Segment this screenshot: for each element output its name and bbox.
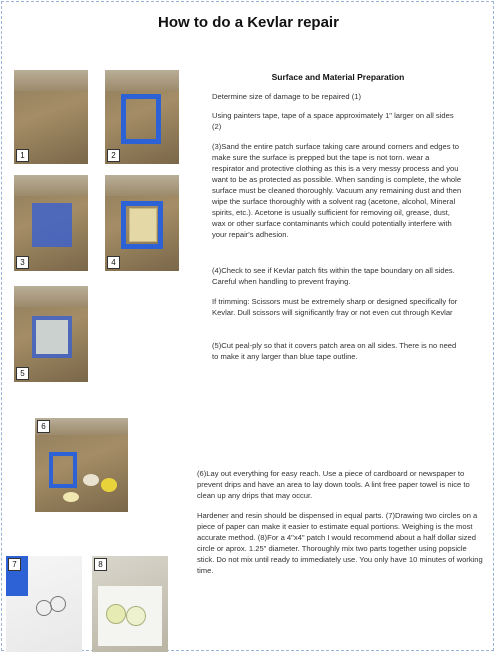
paragraph-layout: (6)Lay out everything for easy reach. Use a piece of cardboard or newspaper to prevent drips and have an area to lay down tools. A lint free paper towel is nice to clean up any drips that may occur. [197,469,470,500]
photo-number: 3 [16,256,29,269]
drawn-circle [50,596,66,612]
photo-wall [14,70,88,91]
photo-peel-ply [14,286,88,382]
resin-circle [106,604,126,624]
photo-wall [14,286,88,307]
photo-number: 7 [8,558,21,571]
paragraph-sand: (3)Sand the entire patch surface taking care around corners and edges to make sure the surface is prepped but the tape is not torn. wear a respirator and protective clothing as this is a very messy process and you want to be as protected as possible. When sanding is complete, the whole surface must be cleaned thoroughly. Vacuum any remaining dust and then wipe the surface thoroughly with a solvent rag (acetone, alcohol, Mineral spirits, etc.). Acetone is usually sufficient for removing oil, grease, dust, wax or other surface contaminants which could potentially interfere with your repair's adhesion. [212,142,462,239]
paragraph-peel-ply: (5)Cut peal-ply so that it covers patch area on all sides. There is no need to make it any larger than blue tape outline. [212,341,457,361]
blue-tape [121,94,161,144]
photo-layout [35,418,128,512]
mixing-cup [83,474,99,486]
photo-kevlar-fit [105,175,179,271]
blue-tape [49,452,77,488]
photo-wall [14,175,88,196]
peel-ply [36,320,68,354]
section-heading: Surface and Material Preparation [271,72,405,82]
photo-number: 1 [16,149,29,162]
photo-wall [105,70,179,91]
photo-paper-circles [6,556,82,652]
photo-sanded [14,175,88,271]
paragraph-tape: Using painters tape, tape of a space approximately 1" larger on all sides (2) [212,111,454,131]
photo-number: 5 [16,367,29,380]
paragraph-check-fit: (4)Check to see if Kevlar patch fits within the tape boundary on all sides. Careful when handling to prevent fraying. [212,266,455,286]
paragraph-hardener: Hardener and resin should be dispensed in equal parts. (7)Drawing two circles on a piece of paper can make it easier to estimate equal portions. Weighing is the most accurate method. (8)For a 4"x4" patch I would recommend about a half dollar sized circle or aprox. 1.25" diameter. Thoroughly mix two parts together using popsicle stick. Do not mix until ready to immediately use. You only have 10 minutes of working time. [197,511,483,575]
hardener-cup [63,492,79,502]
photo-number: 4 [107,256,120,269]
photo-resin-circles [92,556,168,652]
hardener-circle [126,606,146,626]
page-title: How to do a Kevlar repair [158,14,339,31]
sanded-area [32,203,72,247]
resin-cup [101,478,117,492]
paragraph-determine-size: Determine size of damage to be repaired (1) [212,92,361,101]
photo-damage [14,70,88,164]
paragraph-trimming: If trimming: Scissors must be extremely sharp or designed specifically for Kevlar. Dull scissors will significantly fray or not even cut through Kevlar [212,297,458,317]
photo-wall [105,175,179,196]
photo-number: 2 [107,149,120,162]
photo-number: 6 [37,420,50,433]
kevlar-patch [129,208,157,242]
photo-tape-outline [105,70,179,164]
photo-number: 8 [94,558,107,571]
